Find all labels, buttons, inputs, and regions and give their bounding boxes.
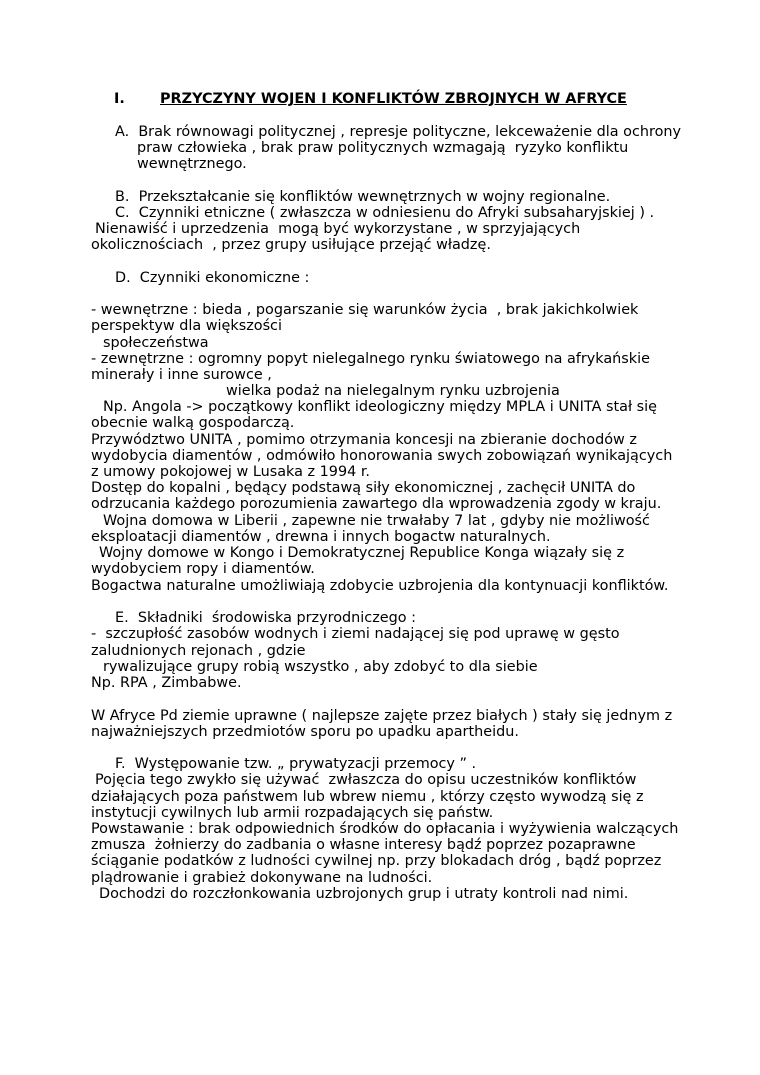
text-line: działających poza państwem lub wbrew niemu , którzy często wywodzą się z xyxy=(91,789,644,805)
text-line: najważniejszych przedmiotów sporu po upadku apartheidu. xyxy=(91,724,519,740)
text-line: instytucji cywilnych lub armii rozpadających się państw. xyxy=(91,805,494,821)
text-line: wydobycia diamentów , odmówiło honorowania swych zobowiązań wynikających xyxy=(91,448,673,464)
text-line: eksploatacji diamentów , drewna i innych bogactw naturalnych. xyxy=(91,529,551,545)
text-line: C. Czynniki etniczne ( zwłaszcza w odniesienu do Afryki subsaharyjskiej ) . xyxy=(115,205,655,221)
text-line: zmusza żołnierzy do zadbania o własne interesy bądź poprzez pozaprawne xyxy=(91,837,636,853)
text-line: Dostęp do kopalni , będący podstawą siły ekonomicznej , zachęcił UNITA do xyxy=(91,480,636,496)
text-line: plądrowanie i grabież dokonywane na ludności. xyxy=(91,870,433,886)
text-line: społeczeństwa xyxy=(103,335,209,351)
text-line: wydobyciem ropy i diamentów. xyxy=(91,561,315,577)
text-line: - szczupłość zasobów wodnych i ziemi nadającej się pod uprawę w gęsto xyxy=(91,626,620,642)
text-line: zaludnionych rejonach , gdzie xyxy=(91,643,306,659)
text-line: okolicznościach , przez grupy usiłujące przejąć władzę. xyxy=(91,237,491,253)
text-line: Nienawiść i uprzedzenia mogą być wykorzystane , w sprzyjających xyxy=(95,221,581,237)
text-line: rywalizujące grupy robią wszystko , aby zdobyć to dla siebie xyxy=(103,659,538,675)
text-line: wielka podaż na nielegalnym rynku uzbrojenia xyxy=(226,383,560,399)
text-line: F. Występowanie tzw. „ prywatyzacji przemocy ” . xyxy=(115,756,477,772)
text-line: Pojęcia tego zwykło się używać zwłaszcza do opisu uczestników konfliktów xyxy=(95,772,637,788)
text-line: wewnętrznego. xyxy=(137,156,247,172)
text-line: - zewnętrzne : ogromny popyt nielegalnego rynku światowego na afrykańskie xyxy=(91,351,650,367)
text-line: A. Brak równowagi politycznej , represje polityczne, lekceważenie dla ochrony xyxy=(115,124,682,140)
text-line: - wewnętrzne : bieda , pogarszanie się warunków życia , brak jakichkolwiek xyxy=(91,302,639,318)
text-line: z umowy pokojowej w Lusaka z 1994 r. xyxy=(91,464,371,480)
text-line: minerały i inne surowce , xyxy=(91,367,272,383)
text-line: Wojny domowe w Kongo i Demokratycznej Republice Konga wiązały się z xyxy=(99,545,625,561)
text-line: Bogactwa naturalne umożliwiają zdobycie uzbrojenia dla kontynuacji konfliktów. xyxy=(91,578,669,594)
text-line: B. Przekształcanie się konfliktów wewnętrznych w wojny regionalne. xyxy=(115,189,611,205)
text-line: Np. Angola -> początkowy konflikt ideologiczny między MPLA i UNITA stał się xyxy=(103,399,657,415)
text-line: perspektyw dla większości xyxy=(91,318,282,334)
text-line: praw człowieka , brak praw politycznych wzmagają ryzyko konfliktu xyxy=(137,140,629,156)
text-line: Przywództwo UNITA , pomimo otrzymania koncesji na zbieranie dochodów z xyxy=(91,432,637,448)
text-line: Powstawanie : brak odpowiednich środków do opłacania i wyżywienia walczących xyxy=(91,821,679,837)
text-line: Dochodzi do rozczłonkowania uzbrojonych grup i utraty kontroli nad nimi. xyxy=(99,886,629,902)
text-line: D. Czynniki ekonomiczne : xyxy=(115,270,310,286)
text-line: E. Składniki środowiska przyrodniczego : xyxy=(115,610,416,626)
text-line: obecnie walką gospodarczą. xyxy=(91,415,295,431)
section-number: I. xyxy=(114,91,125,107)
text-line: Np. RPA , Zimbabwe. xyxy=(91,675,242,691)
page-title: PRZYCZYNY WOJEN I KONFLIKTÓW ZBROJNYCH W AFRYCE xyxy=(160,91,627,107)
text-line: Wojna domowa w Liberii , zapewne nie trwałaby 7 lat , gdyby nie możliwość xyxy=(103,513,650,529)
text-line: odrzucania każdego porozumienia zawartego dla wprowadzenia zgody w kraju. xyxy=(91,496,662,512)
text-line: W Afryce Pd ziemie uprawne ( najlepsze zajęte przez białych ) stały się jednym z xyxy=(91,708,673,724)
text-line: ściąganie podatków z ludności cywilnej np. przy blokadach dróg , bądź poprzez xyxy=(91,853,662,869)
